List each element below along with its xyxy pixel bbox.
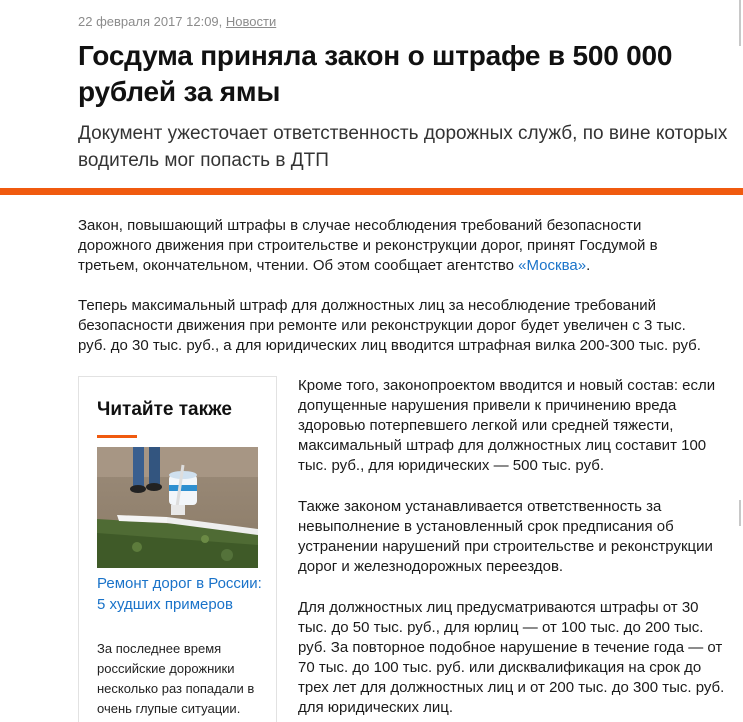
article-paragraph-2: Теперь максимальный штраф для должностных лиц за несоблюдение требований безопасности движения при ремонте или реконструкции дорог будет увеличен с 3 тыс. руб. до 30 тыс. руб., а для юридических лиц вводится штрафная вилка 200-300 тыс. руб. bbox=[78, 297, 701, 354]
article-paragraph-3: Кроме того, законопроектом вводится и новый состав: если допущенные нарушения привели к причинению вреда здоровью потерпевшего легкой или средней тяжести, максимальный штраф для должностных лиц составит 100 тыс. руб., для юридических — 500 тыс. руб. bbox=[298, 377, 716, 474]
article-paragraph-5: Для должностных лиц предусматриваются штрафы от 30 тыс. до 50 тыс. руб., для юрлиц — от 100 тыс. до 200 тыс. руб. За повторное подобное нарушение в течение года — от 70 тыс. до 100 тыс. руб. или дисквалификация на срок до трех лет для должностных лиц и от 200 тыс. до 300 тыс. руб. для юридических лиц. bbox=[298, 599, 725, 716]
read-also-underline bbox=[97, 435, 137, 438]
read-also-box bbox=[78, 376, 277, 722]
article-title: Госдума приняла закон о штрафе в 500 000 рублей за ямы bbox=[78, 40, 673, 107]
article-meta bbox=[78, 14, 276, 29]
read-also-description: За последнее время российские дорожники несколько раз попадали в очень глупые ситуации. bbox=[97, 641, 255, 716]
publish-date: 22 февраля 2017 12:09, bbox=[78, 14, 223, 29]
paragraph-1-end: . bbox=[586, 257, 591, 274]
article-paragraph-1 bbox=[78, 216, 718, 276]
scrollbar-edge bbox=[739, 500, 741, 526]
article-paragraph-4: Также законом устанавливается ответственность за невыполнение в установленный срок предписания об устранении нарушений при строительстве и реконструкции дорог и железнодорожных переездов. bbox=[298, 498, 713, 575]
read-also-heading: Читайте также bbox=[97, 399, 232, 420]
read-also-link[interactable]: Ремонт дорог в России: 5 худших примеров bbox=[97, 575, 262, 613]
category-link[interactable]: Новости bbox=[225, 14, 277, 29]
source-link[interactable]: «Москва» bbox=[518, 257, 587, 274]
scrollbar-edge bbox=[739, 0, 741, 46]
accent-divider bbox=[0, 188, 743, 195]
road-repair-photo[interactable] bbox=[97, 447, 258, 568]
paragraph-1-text: Закон, повышающий штрафы в случае несоблюдения требований безопасности дорожного движения при строительстве и реконструкции дорог, принят Госдумой в третьем, окончательном, чтении. Об этом сообщает агентство bbox=[78, 217, 658, 274]
article-subtitle: Документ ужесточает ответственность дорожных служб, по вине которых водитель мог попасть в ДТП bbox=[78, 123, 728, 171]
